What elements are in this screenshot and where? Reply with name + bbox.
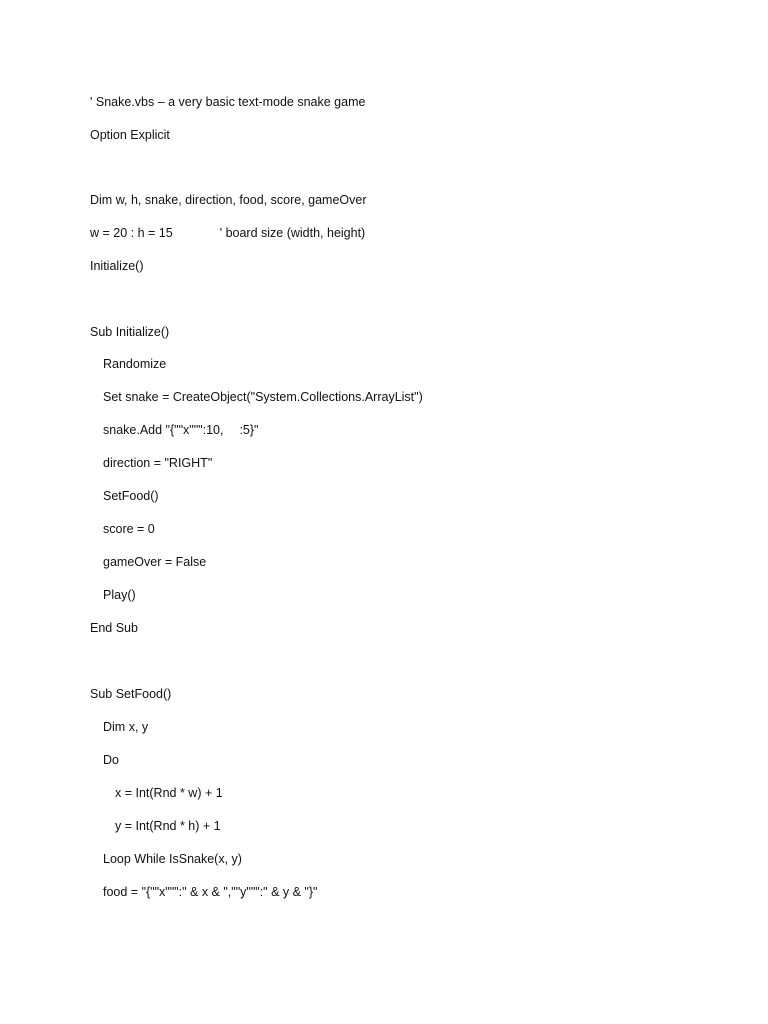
code-line	[90, 190, 367, 210]
code-line	[103, 519, 155, 539]
code-line	[103, 717, 148, 737]
comment-text: ' Snake.vbs – a very basic text-mode snake game	[90, 95, 366, 109]
statement-text: Initialize()	[90, 259, 144, 273]
statement-text: y = Int(Rnd * h) + 1	[115, 819, 221, 833]
statement-text: gameOver = False	[103, 555, 207, 569]
statement-text: Dim x, y	[103, 720, 149, 734]
statement-text: :5}"	[239, 423, 259, 437]
statement-text: SetFood()	[103, 489, 159, 503]
code-line	[90, 223, 365, 243]
statement-text: food = "{""x""":" & x & ",""y""":" & y & "}"	[103, 885, 318, 899]
statement-text: Sub SetFood()	[90, 687, 172, 701]
code-line	[103, 453, 212, 473]
code-line	[103, 882, 317, 902]
statement-text: score = 0	[103, 522, 155, 536]
code-line	[103, 750, 119, 770]
statement-text: Randomize	[103, 357, 167, 371]
statement-text: w = 20 : h = 15	[90, 226, 173, 240]
statement-text: direction = "RIGHT"	[103, 456, 213, 470]
statement-text: End Sub	[90, 621, 138, 635]
code-line	[90, 92, 365, 112]
code-line	[90, 684, 171, 704]
code-line	[115, 783, 223, 803]
statement-text: Do	[103, 753, 119, 767]
statement-text: Set snake = CreateObject("System.Collections.ArrayList")	[103, 390, 423, 404]
code-line	[90, 618, 138, 638]
statement-text: Play()	[103, 588, 136, 602]
statement-text: x = Int(Rnd * w) + 1	[115, 786, 223, 800]
code-line	[103, 420, 259, 440]
code-line	[90, 322, 169, 342]
statement-text: Option Explicit	[90, 128, 170, 142]
statement-text: Dim w, h, snake, direction, food, score, gameOver	[90, 193, 367, 207]
code-line	[90, 125, 170, 145]
code-line	[103, 354, 166, 374]
comment-text: ' board size (width, height)	[219, 226, 366, 240]
code-line	[103, 849, 242, 869]
code-line	[103, 486, 159, 506]
code-line	[103, 387, 423, 407]
statement-text: Loop While IsSnake(x, y)	[103, 852, 242, 866]
code-line	[103, 552, 206, 572]
statement-text: Sub Initialize()	[90, 325, 170, 339]
code-line	[90, 256, 144, 276]
statement-text: snake.Add "{""x""":10,	[103, 423, 224, 437]
code-line	[103, 585, 136, 605]
code-line	[115, 816, 221, 836]
